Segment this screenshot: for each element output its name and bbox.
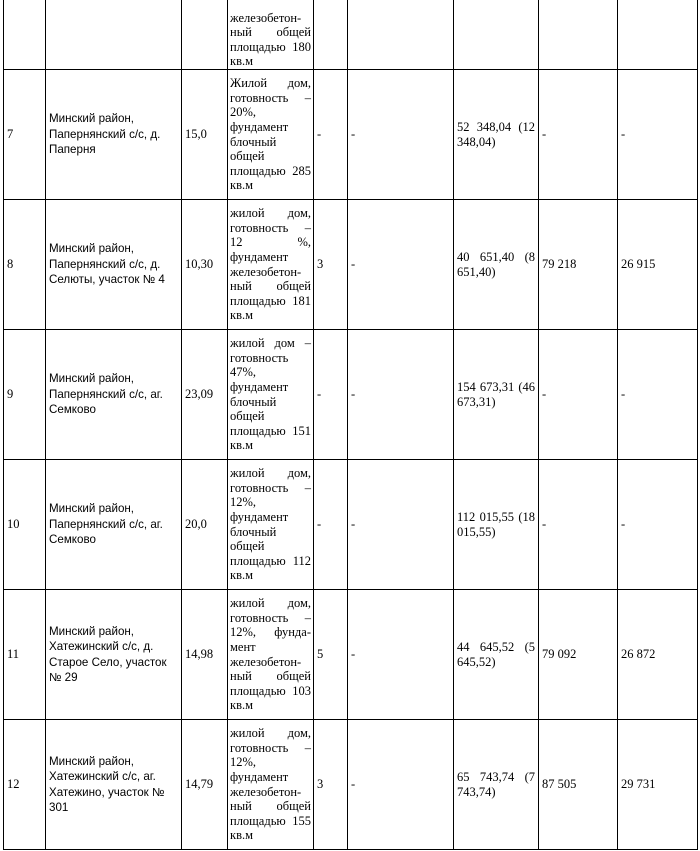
- cell-col8: [539, 0, 618, 70]
- cell-description: Жилой дом, готовность – 20%, фундамент блочный общей площадью 285 кв.м: [228, 70, 314, 200]
- cell-description: жилой дом, готовность – 12%, фундамент блочный общей площадью 112 кв.м: [228, 460, 314, 590]
- cell-col9: 26 872: [618, 590, 698, 720]
- cell-col5: 5: [314, 590, 348, 720]
- cell-col8: -: [539, 70, 618, 200]
- cell-col6: -: [348, 720, 454, 850]
- cell-col6: [348, 0, 454, 70]
- cell-num: 9: [4, 330, 46, 460]
- cell-area: 15,0: [182, 70, 228, 200]
- cell-area: 10,30: [182, 200, 228, 330]
- cell-col6: -: [348, 460, 454, 590]
- cell-col6: -: [348, 330, 454, 460]
- cell-price: 44 645,52 (5 645,52): [454, 590, 539, 720]
- cell-num: 11: [4, 590, 46, 720]
- cell-description: железобетон-ный общей площадью 180 кв.м: [228, 0, 314, 70]
- cell-col5: 3: [314, 720, 348, 850]
- cell-col5: [314, 0, 348, 70]
- cell-col5: -: [314, 460, 348, 590]
- cell-location: Минский район, Папернянский с/с, д. Селюты, участок № 4: [46, 200, 182, 330]
- cell-col9: 29 731: [618, 720, 698, 850]
- cell-price: 52 348,04 (12 348,04): [454, 70, 539, 200]
- cell-col5: -: [314, 70, 348, 200]
- table-row-fragment: [4, 0, 698, 70]
- cell-location: Минский район, Папернянский с/с, аг. Семково: [46, 330, 182, 460]
- cell-col8: -: [539, 460, 618, 590]
- cell-area: [182, 0, 228, 70]
- table-row: [4, 720, 698, 850]
- cell-description: жилой дом, готовность – 12 %, фундамент железобетон-ный общей площадью 181 кв.м: [228, 200, 314, 330]
- cell-col9: -: [618, 460, 698, 590]
- cell-num: 10: [4, 460, 46, 590]
- cell-price: 154 673,31 (46 673,31): [454, 330, 539, 460]
- cell-col9: -: [618, 70, 698, 200]
- cell-area: 14,98: [182, 590, 228, 720]
- cell-col5: -: [314, 330, 348, 460]
- cell-price: [454, 0, 539, 70]
- cell-price: 65 743,74 (7 743,74): [454, 720, 539, 850]
- cell-location: Минский район, Папернянский с/с, д. Паперня: [46, 70, 182, 200]
- cell-col6: -: [348, 590, 454, 720]
- table-row: [4, 70, 698, 200]
- cell-col6: -: [348, 200, 454, 330]
- cell-col8: -: [539, 330, 618, 460]
- cell-area: 14,79: [182, 720, 228, 850]
- cell-area: 23,09: [182, 330, 228, 460]
- cell-description: жилой дом – готовность 47%, фундамент блочный общей площадью 151 кв.м: [228, 330, 314, 460]
- table-row: [4, 460, 698, 590]
- cell-col8: 79 218: [539, 200, 618, 330]
- cell-location: Минский район, Хатежинский с/с, д. Старое Село, участок № 29: [46, 590, 182, 720]
- cell-price: 112 015,55 (18 015,55): [454, 460, 539, 590]
- cell-col8: 79 092: [539, 590, 618, 720]
- cell-location: Минский район, Хатежинский с/с, аг. Хатежино, участок № 301: [46, 720, 182, 850]
- cell-col9: [618, 0, 698, 70]
- table-row: [4, 590, 698, 720]
- cell-description: жилой дом, готовность – 12%, фундамент железобетон-ный общей площадью 155 кв.м: [228, 720, 314, 850]
- table-row: [4, 330, 698, 460]
- table-row: [4, 200, 698, 330]
- cell-col9: 26 915: [618, 200, 698, 330]
- cell-description: жилой дом, готовность – 12%, фунда-мент железобетон-ный общей площадью 103 кв.м: [228, 590, 314, 720]
- cell-area: 20,0: [182, 460, 228, 590]
- cell-num: [4, 0, 46, 70]
- cell-num: 12: [4, 720, 46, 850]
- cell-location: Минский район, Папернянский с/с, аг. Семково: [46, 460, 182, 590]
- cell-price: 40 651,40 (8 651,40): [454, 200, 539, 330]
- cell-col5: 3: [314, 200, 348, 330]
- cell-num: 7: [4, 70, 46, 200]
- land-plots-table: [3, 0, 698, 850]
- cell-num: 8: [4, 200, 46, 330]
- cell-col9: -: [618, 330, 698, 460]
- cell-col6: -: [348, 70, 454, 200]
- cell-col8: 87 505: [539, 720, 618, 850]
- cell-location: [46, 0, 182, 70]
